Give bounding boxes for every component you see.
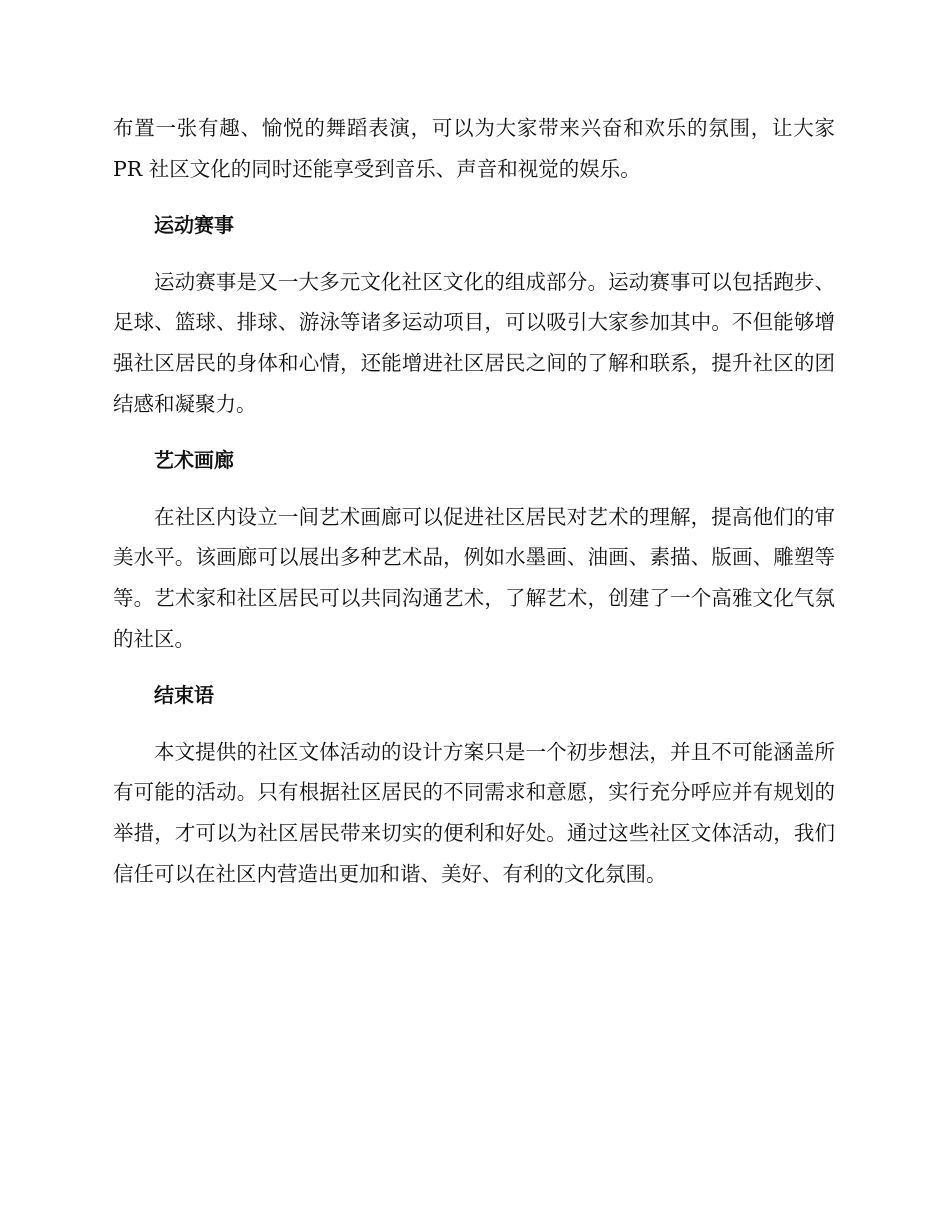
section-body-conclusion: 本文提供的社区文体活动的设计方案只是一个初步想法，并且不可能涵盖所有可能的活动。只有根据社区居民的不同需求和意愿，实行充分呼应并有规划的举措，才可以为社区居民带来切实的便利和好处。通过这些社区文体活动，我们信任可以在社区内营造出更加和谐、美好、有利的文化氛围。 [113, 739, 835, 886]
intro-paragraph: 布置一张有趣、愉悦的舞蹈表演，可以为大家带来兴奋和欢乐的氛围，让大家 PR 社区文化的同时还能享受到音乐、声音和视觉的娱乐。 [113, 116, 835, 181]
document-body [113, 108, 835, 910]
section-heading-art-gallery: 艺术画廊 [154, 448, 234, 473]
section-body-art-gallery: 在社区内设立一间艺术画廊可以促进社区居民对艺术的理解，提高他们的审美水平。该画廊可以展出多种艺术品，例如水墨画、油画、素描、版画、雕塑等等。艺术家和社区居民可以共同沟通艺术，了解艺术，创建了一个高雅文化气氛的社区。 [113, 504, 835, 651]
section-heading-conclusion: 结束语 [154, 683, 214, 708]
section-heading-sports: 运动赛事 [154, 213, 234, 238]
section-body-sports: 运动赛事是又一大多元文化社区文化的组成部分。运动赛事可以包括跑步、足球、篮球、排球、游泳等诸多运动项目，可以吸引大家参加其中。不但能够增强社区居民的身体和心情，还能增进社区居民之间的了解和联系，提升社区的团结感和凝聚力。 [113, 269, 835, 416]
